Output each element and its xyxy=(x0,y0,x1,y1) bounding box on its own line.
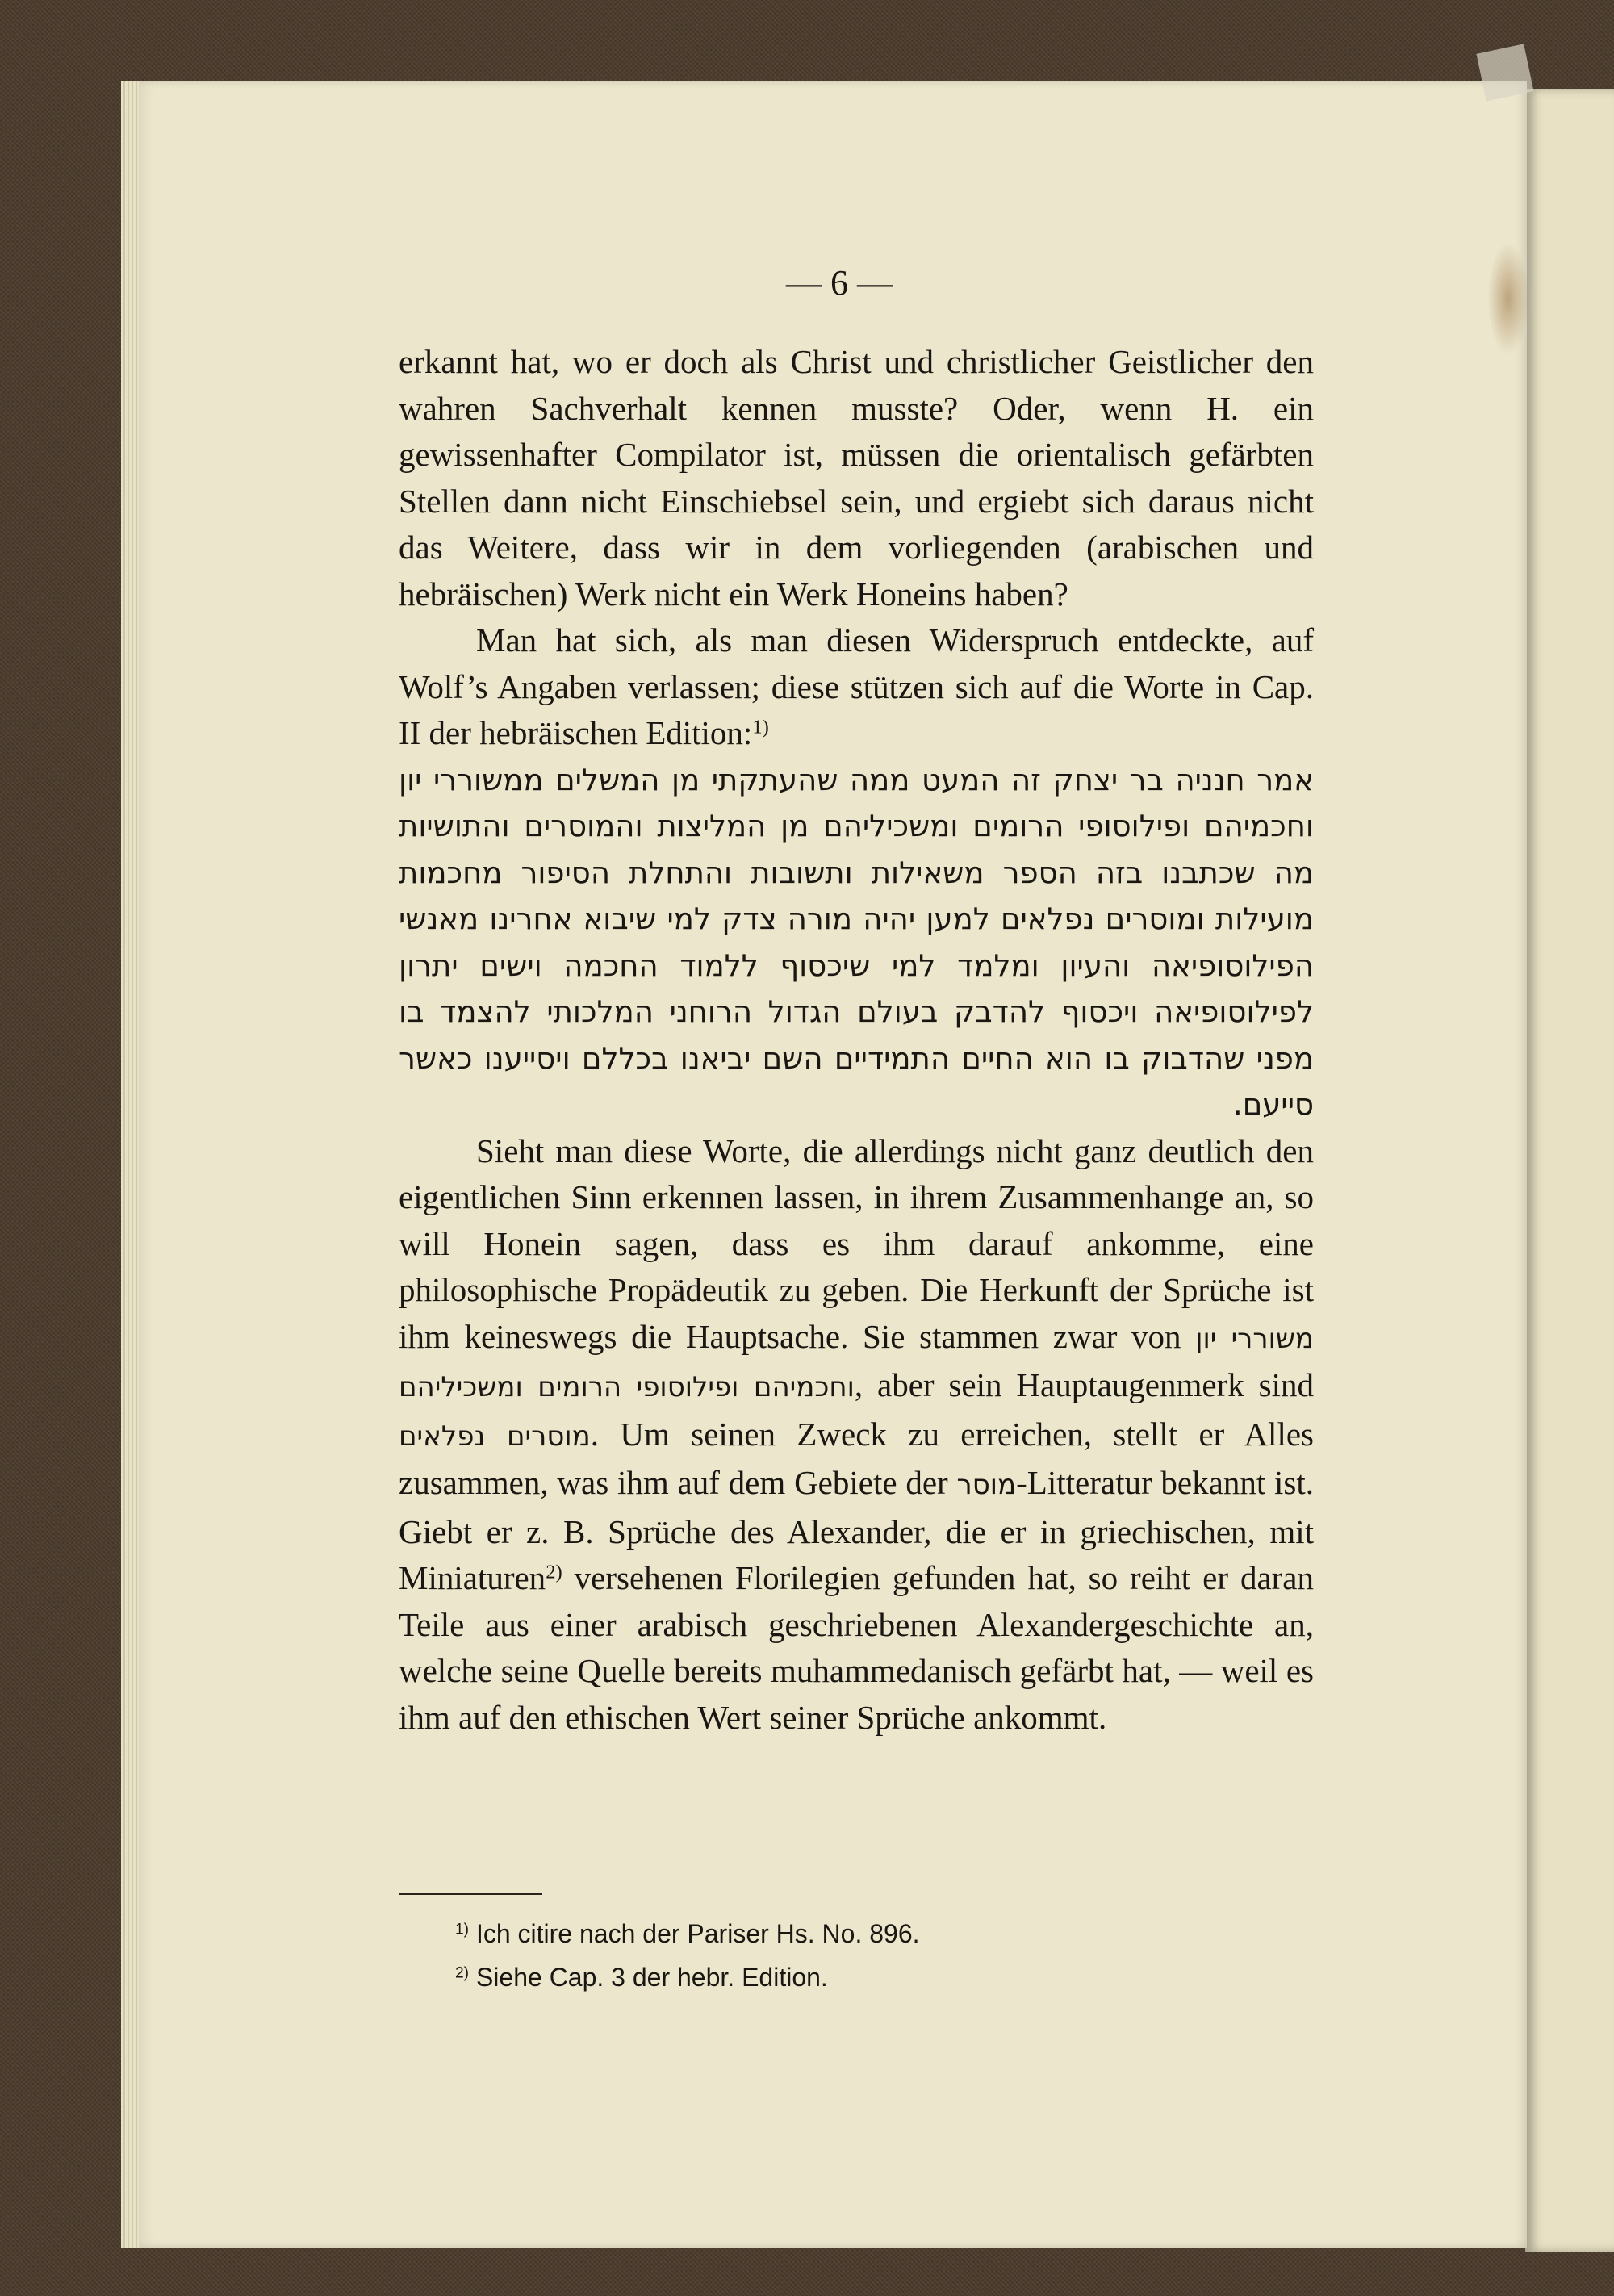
facing-page-edge xyxy=(1525,89,1614,2252)
footnote-ref-2: 2) xyxy=(546,1561,562,1583)
paragraph-3-part-a: Sieht man diese Worte, die allerdings nicht ganz deutlich den eigentlichen Sinn erkennen lassen, in ihrem Zusammenhange an, so will Honein sagen, dass es ihm darauf ankomme, eine philosophische Propädeutik zu geben. Die Herkunft der Sprüche ist ihm keineswegs die Hauptsache. Sie stammen zwar von xyxy=(399,1131,1314,1355)
hebrew-inline-1: משוררי יון וחכמיהם ופילוסופי הרומים ומשכיליהם xyxy=(399,1322,1315,1403)
paragraph-3 xyxy=(399,1128,1314,1742)
footnotes xyxy=(455,1912,1262,1999)
footnote-ref-1: 1) xyxy=(752,716,769,738)
footnote-1-text: Ich citire nach der Pariser Hs. No. 896. xyxy=(469,1919,920,1948)
footnote-1-mark: 1) xyxy=(455,1921,470,1938)
paragraph-3-part-b: , aber sein Hauptaugenmerk sind xyxy=(854,1366,1315,1403)
paragraph-1: erkannt hat, wo er doch als Christ und christlicher Geistlicher den wahren Sachverhalt kennen musste? Oder, wenn H. ein gewissenhafter Compilator ist, müssen die orientalisch gefärbten Stellen dann nicht Einschiebsel sein, und ergiebt sich daraus nicht das Weitere, dass wir in dem vorliegenden (arabischen und hebräischen) Werk nicht ein Werk Honeins haben? xyxy=(399,343,1314,613)
page-number: — 6 — xyxy=(786,263,893,303)
page-body xyxy=(399,339,1314,1741)
paragraph-2-text: Man hat sich, als man diesen Widerspruch entdeckte, auf Wolf’s Angaben verlassen; diese stützen sich auf die Worte in Cap. II der hebräischen Edition: xyxy=(399,621,1314,751)
footnote-2-text: Siehe Cap. 3 der hebr. Edition. xyxy=(469,1963,828,1992)
footnote-divider xyxy=(399,1893,542,1895)
binding-tape xyxy=(1476,44,1533,101)
paragraph-3-part-d: -Litteratur bekannt ist. Giebt er z. B. Sprüche des Alexander, die er in griechischen, mit Miniaturen xyxy=(399,1464,1314,1596)
hebrew-inline-2: מוסרים נפלאים xyxy=(399,1420,591,1453)
paragraph-3-part-e: versehenen Florilegien gefunden hat, so reiht er daran Teile aus einer arabisch geschriebenen Alexandergeschichte an, welche seine Quelle bereits muhammedanisch gefärbt hat, — weil es ihm auf den ethischen Wert seiner Sprüche ankommt. xyxy=(399,1559,1314,1736)
paragraph-2 xyxy=(399,617,1314,757)
hebrew-quote: אמר חנניה בר יצחק זה המעט ממה שהעתקתי מן המשלים ממשוררי יון וחכמיהם ופילוסופי הרומים ומשכיליהם מן המליצות והמוסרים והתושיות מה שכתבנו בזה הספר משאילות ותשובות והתחלת הסיפור מחכמות מועילות ומוסרים נפלאים למען יהיה מורה צדק למי שיבוא אחרינו מאנשי הפילוסופיאה והעיון ומלמד למי שיכסוף ללמוד החכמה וישים יתרון לפילוסופיאה ויכסוף להדבק בעולם הגדול הרוחני המלכותי להצמד בו מפני שהדבוק בו הוא החיים התמידיים השם יביאנו בכללם ויסייענו כאשר סייעם. xyxy=(399,762,1314,1122)
paragraph-3-part-c: . Um seinen Zweck zu erreichen, stellt er Alles zusammen, was ihm auf dem Gebiete der xyxy=(399,1415,1314,1501)
footnote-1 xyxy=(455,1912,1262,1955)
hebrew-inline-3: מוסר xyxy=(956,1469,1017,1501)
footnote-2 xyxy=(455,1955,1262,1999)
paper-stain xyxy=(1487,242,1529,355)
footnote-2-mark: 2) xyxy=(455,1964,470,1982)
